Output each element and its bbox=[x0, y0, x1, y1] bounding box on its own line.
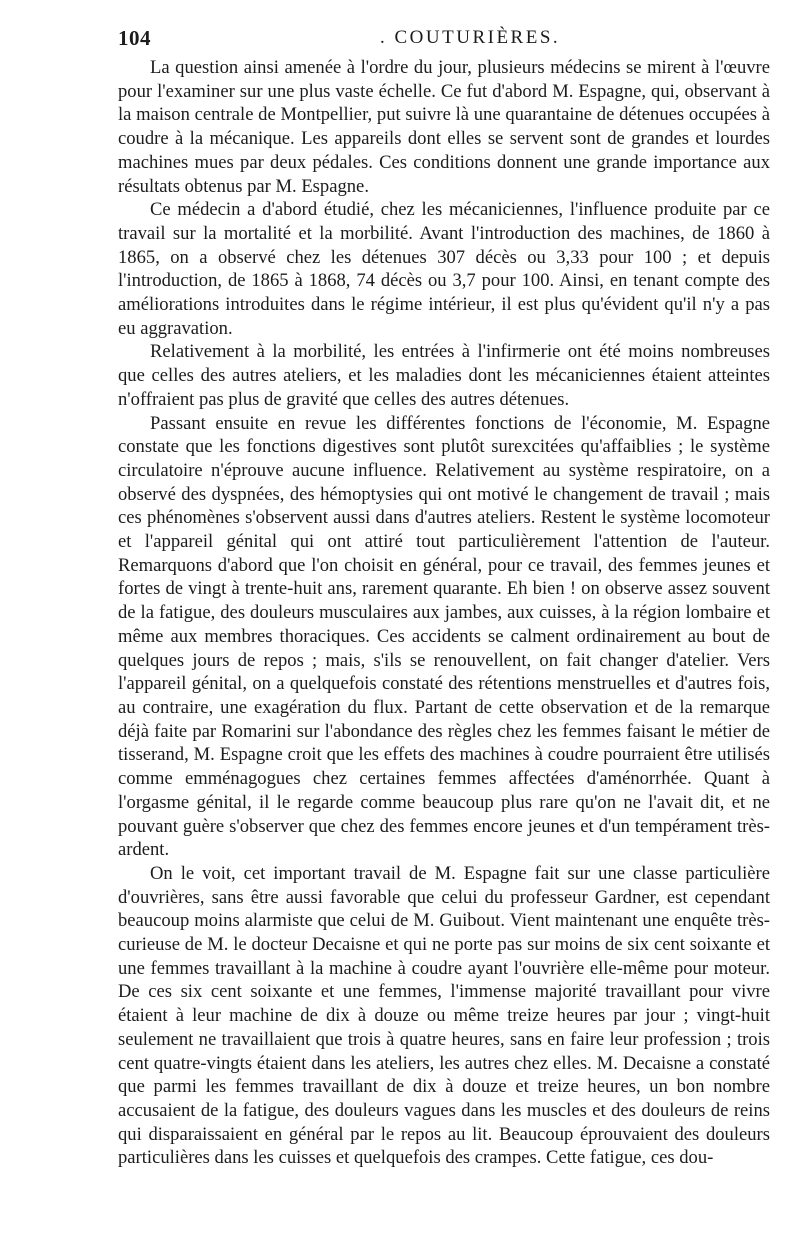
page-header bbox=[118, 22, 770, 56]
running-title: . COUTURIÈRES. bbox=[380, 27, 561, 48]
paragraph-5: On le voit, cet important travail de M. Espagne fait sur une classe particulière d'ouvrières, sans être aussi favorable que celui du professeur Gardner, est cependant beaucoup moins alarmiste que celui de M. Guibout. Vient maintenant une enquête très-curieuse de M. le docteur Decaisne et qui ne porte pas sur moins de six cent soixante et une femmes travaillant à la machine à coudre ayant l'ouvrière elle-même pour moteur. De ces six cent soixante et une femmes, l'immense majorité travaillant pour vivre étaient à leur machine de dix à douze ou même treize heures par jour ; vingt-huit seulement ne travaillaient que trois à quatre heures, sans en faire leur profession ; trois cent quatre-vingts étaient dans les ateliers, les autres chez elles. M. Decaisne a constaté que parmi les femmes travaillant de dix à douze et treize heures, un bon nombre accusaient de la fatigue, des douleurs vagues dans les muscles et des douleurs de reins qui disparaissaient en général par le repos au lit. Beaucoup éprouvaient des douleurs particulières dans les cuisses et quelquefois des crampes. Cette fatigue, ces dou- bbox=[118, 862, 770, 1169]
paragraph-2: Ce médecin a d'abord étudié, chez les mécaniciennes, l'influence produite par ce travail sur la mortalité et la morbilité. Avant l'introduction des machines, de 1860 à 1865, on a observé chez les détenues 307 décès ou 3,33 pour 100 ; et depuis l'introduction, de 1865 à 1868, 74 décès ou 3,7 pour 100. Ainsi, en tenant compte des améliorations introduites dans le régime intérieur, il est plus qu'évident qu'il n'y a pas eu aggravation. bbox=[118, 199, 770, 339]
paragraph-4: Passant ensuite en revue les différentes fonctions de l'économie, M. Espagne constate que les fonctions digestives sont plutôt surexcitées qu'affaiblies ; le système circulatoire n'éprouve aucune influence. Relativement au système respiratoire, on a observé des dyspnées, des hémoptysies qui ont motivé le changement de travail ; mais ces phénomènes s'observent aussi dans d'autres ateliers. Restent le système locomoteur et l'appareil génital qui ont attiré tout particulièrement l'attention de l'auteur. Remarquons d'abord que l'on choisit en général, pour ce travail, des femmes jeunes et fortes de vingt à trente-huit ans, rarement quarante. Eh bien ! on observe assez souvent de la fatigue, des douleurs musculaires aux jambes, aux cuisses, à la région lombaire et même aux membres thoraciques. Ces accidents se calment ordinairement au bout de quelques jours de repos ; mais, s'ils se renouvellent, on fait changer d'atelier. Vers l'appareil génital, on a quelquefois constaté des rétentions menstruelles et d'autres fois, au contraire, une exagération du flux. Partant de cette observation et de la remarque déjà faite par Romarini sur l'abondance des règles chez les femmes faisant le métier de tisserand, M. Espagne croit que les effets des machines à coudre pourraient être utilisés comme emménagogues chez certaines femmes affectées d'aménorrhée. Quant à l'orgasme génital, il le regarde comme beaucoup plus rare qu'on ne l'avait dit, et ne pouvant guère s'observer que chez des femmes encore jeunes et d'un tempérament très-ardent. bbox=[118, 412, 770, 861]
paragraph-1: La question ainsi amenée à l'ordre du jour, plusieurs médecins se mirent à l'œuvre pour l'examiner sur une plus vaste échelle. Ce fut d'abord M. Espagne, qui, observant à la maison centrale de Montpellier, put suivre là une quarantaine de détenues occupées à coudre à la mécanique. Les appareils dont elles se servent sont de grandes et lourdes machines mues par deux pédales. Ces conditions donnent une grande importance aux résultats obtenus par M. Espagne. bbox=[118, 57, 770, 197]
page-number: 104 bbox=[118, 26, 151, 50]
paragraph-3: Relativement à la morbilité, les entrées à l'infirmerie ont été moins nombreuses que celles des autres ateliers, et les maladies dont les mécaniciennes étaient atteintes n'offraient pas plus de gravité que celles des autres détenues. bbox=[118, 341, 770, 410]
body-text bbox=[118, 56, 770, 1170]
